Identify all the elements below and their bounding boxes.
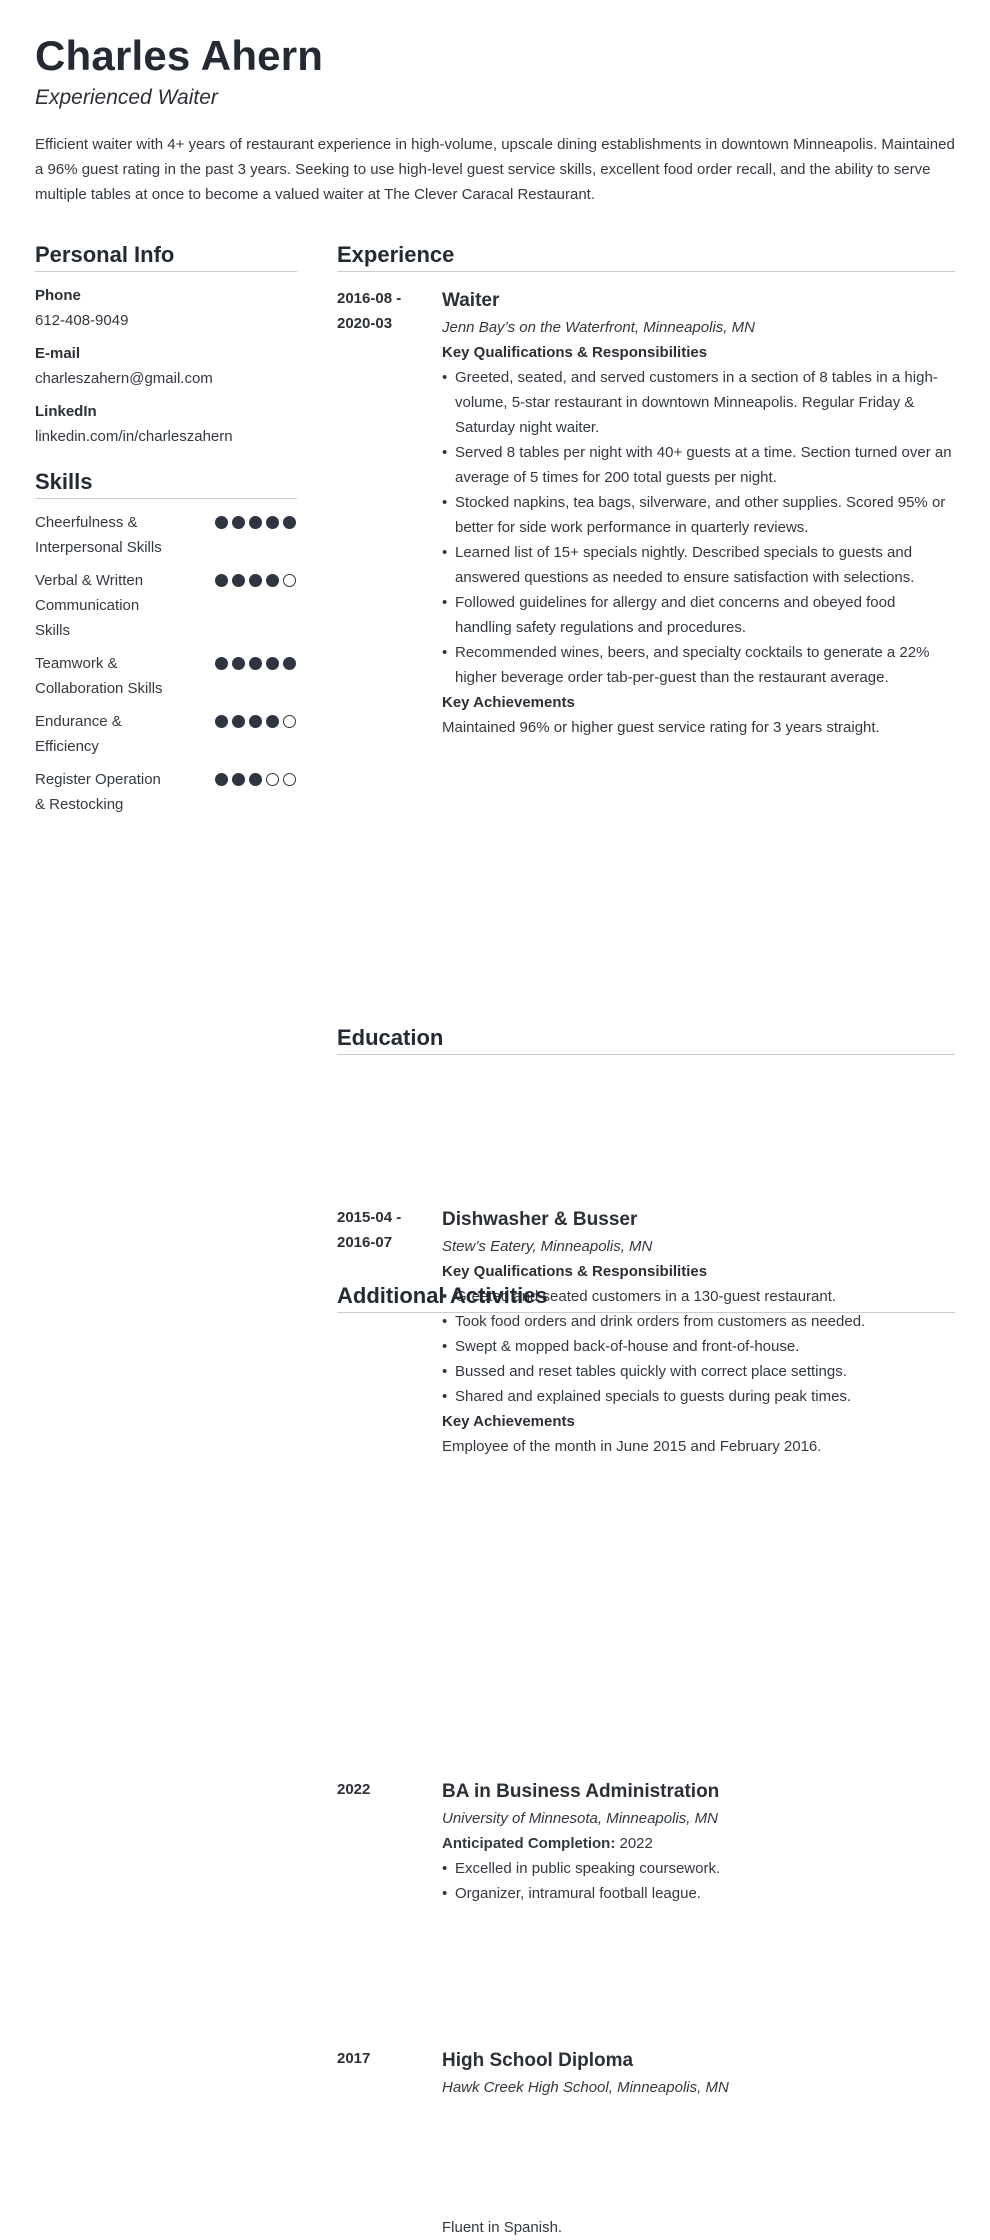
- rating-dot-filled: [266, 657, 279, 670]
- rating-dot-filled: [266, 574, 279, 587]
- rating-dot-filled: [232, 574, 245, 587]
- skill-name: Endurance & Efficiency: [35, 713, 122, 755]
- school-name: Hawk Creek High School, Minneapolis, MN: [442, 2079, 729, 2096]
- school-name: University of Minnesota, Minneapolis, MN: [442, 1810, 718, 1827]
- list-item: • Greeted and seated customers in a 130-guest restaurant.: [442, 1284, 955, 1309]
- experience-heading: Experience: [337, 241, 955, 272]
- rating-dot-filled: [215, 516, 228, 529]
- qualifications-heading: Key Qualifications & Responsibilities: [442, 1263, 708, 1280]
- achievement-text: Employee of the month in June 2015 and February 2016.: [442, 1438, 822, 1455]
- qualifications-heading: Key Qualifications & Responsibilities: [442, 344, 708, 361]
- list-item: • Bussed and reset tables quickly with correct place settings.: [442, 1359, 955, 1384]
- skill-name: Register Operation & Restocking: [35, 771, 161, 813]
- rating-dot-filled: [232, 773, 245, 786]
- skills-list: [35, 510, 297, 825]
- achievements-heading: Key Achievements: [442, 694, 575, 711]
- rating-dot-filled: [215, 773, 228, 786]
- list-item: • Stocked napkins, tea bags, silverware, and other supplies. Scored 95% or better for side work performance in quarterly reviews.: [442, 490, 955, 540]
- personal-info-heading: Personal Info: [35, 241, 297, 272]
- activity-text: Fluent in Spanish.: [442, 2219, 563, 2236]
- list-item: • Learned list of 15+ specials nightly. Described specials to guests and answered questions as needed to ensure satisfaction with selections.: [442, 540, 955, 590]
- candidate-title: Experienced Waiter: [35, 86, 218, 109]
- list-item: • Greeted, seated, and served customers in a section of 8 tables in a high-volume, 5-star restaurant in downtown Minneapolis. Regular Friday & Saturday night waiter.: [442, 365, 955, 440]
- skill-name: Cheerfulness & Interpersonal Skills: [35, 514, 162, 556]
- list-item: • Shared and explained specials to guests during peak times.: [442, 1384, 955, 1409]
- rating-dot-empty: [283, 715, 296, 728]
- info-label: LinkedIn: [35, 403, 97, 420]
- rating-dot-filled: [283, 657, 296, 670]
- education-bullets: [442, 1856, 955, 1906]
- info-phone: [35, 283, 297, 333]
- rating-dot-filled: [249, 715, 262, 728]
- education-entry: [337, 2046, 955, 2100]
- candidate-name: Charles Ahern: [35, 32, 324, 79]
- experience-entry: [337, 1205, 955, 1459]
- job-company: Stew’s Eatery, Minneapolis, MN: [442, 1238, 653, 1255]
- job-date: 2015-04 - 2016-07: [337, 1209, 402, 1251]
- responsibilities-list: [442, 365, 955, 690]
- rating-dot-filled: [249, 773, 262, 786]
- skill-name: Teamwork & Collaboration Skills: [35, 655, 163, 697]
- skills-heading: Skills: [35, 468, 297, 499]
- completion-value: 2022: [619, 1835, 653, 1852]
- activities-entry: [337, 2215, 955, 2240]
- experience-entry: [337, 286, 955, 740]
- job-title: Waiter: [442, 290, 500, 311]
- list-item: • Recommended wines, beers, and specialty cocktails to generate a 22% higher beverage order tab-per-guest than the restaurant average.: [442, 640, 955, 690]
- job-date: 2016-08 - 2020-03: [337, 290, 402, 332]
- skill-item: [35, 767, 297, 817]
- info-value: charleszahern@gmail.com: [35, 370, 213, 387]
- list-item: • Swept & mopped back-of-house and front-of-house.: [442, 1334, 955, 1359]
- degree-title: BA in Business Administration: [442, 1781, 720, 1802]
- degree-title: High School Diploma: [442, 2050, 634, 2071]
- skill-rating: [215, 715, 296, 728]
- skill-rating: [215, 657, 296, 670]
- personal-info-section: [35, 283, 297, 457]
- list-item: • Excelled in public speaking coursework.: [442, 1856, 955, 1881]
- rating-dot-filled: [215, 574, 228, 587]
- rating-dot-filled: [266, 715, 279, 728]
- rating-dot-filled: [215, 657, 228, 670]
- list-item: • Followed guidelines for allergy and diet concerns and obeyed food handling safety regulations and procedures.: [442, 590, 955, 640]
- skill-rating: [215, 773, 296, 786]
- education-year: 2017: [337, 2050, 371, 2067]
- skill-item: [35, 568, 297, 643]
- education-entry: [337, 1777, 955, 1906]
- rating-dot-filled: [249, 574, 262, 587]
- info-email: [35, 341, 297, 391]
- summary-text: Efficient waiter with 4+ years of restaurant experience in high-volume, upscale dining establishments in downtown Minneapolis. Maintained a 96% guest rating in the past 3 years. Seeking to use high-level guest service skills, excellent food order recall, and the ability to serve multiple tables at once to become a valued waiter at The Clever Caracal Restaurant.: [35, 136, 955, 203]
- activities-heading: Additional Activities: [337, 1282, 955, 1313]
- education-heading: Education: [337, 1024, 955, 1055]
- achievement-text: Maintained 96% or higher guest service rating for 3 years straight.: [442, 719, 880, 736]
- rating-dot-filled: [249, 657, 262, 670]
- rating-dot-filled: [232, 715, 245, 728]
- info-value: linkedin.com/in/charleszahern: [35, 428, 233, 445]
- skill-rating: [215, 574, 296, 587]
- job-title: Dishwasher & Busser: [442, 1209, 638, 1230]
- rating-dot-filled: [232, 657, 245, 670]
- skill-item: [35, 510, 297, 560]
- info-linkedin: [35, 399, 297, 449]
- rating-dot-empty: [266, 773, 279, 786]
- completion-label: Anticipated Completion:: [442, 1835, 616, 1852]
- rating-dot-filled: [249, 516, 262, 529]
- info-label: Phone: [35, 287, 81, 304]
- rating-dot-empty: [283, 773, 296, 786]
- rating-dot-empty: [283, 574, 296, 587]
- skill-rating: [215, 516, 296, 529]
- skill-item: [35, 709, 297, 759]
- list-item: • Organizer, intramural football league.: [442, 1881, 955, 1906]
- rating-dot-filled: [283, 516, 296, 529]
- achievements-heading: Key Achievements: [442, 1413, 575, 1430]
- skill-name: Verbal & Written Communication Skills: [35, 572, 144, 639]
- list-item: • Served 8 tables per night with 40+ guests at a time. Section turned over an average of 5 times for 200 total guests per night.: [442, 440, 955, 490]
- completion-line: [442, 1831, 955, 1856]
- rating-dot-filled: [215, 715, 228, 728]
- education-year: 2022: [337, 1781, 371, 1798]
- skill-item: [35, 651, 297, 701]
- rating-dot-filled: [266, 516, 279, 529]
- info-value: 612-408-9049: [35, 312, 129, 329]
- info-label: E-mail: [35, 345, 81, 362]
- job-company: Jenn Bay’s on the Waterfront, Minneapolis, MN: [442, 319, 755, 336]
- rating-dot-filled: [232, 516, 245, 529]
- list-item: • Took food orders and drink orders from customers as needed.: [442, 1309, 955, 1334]
